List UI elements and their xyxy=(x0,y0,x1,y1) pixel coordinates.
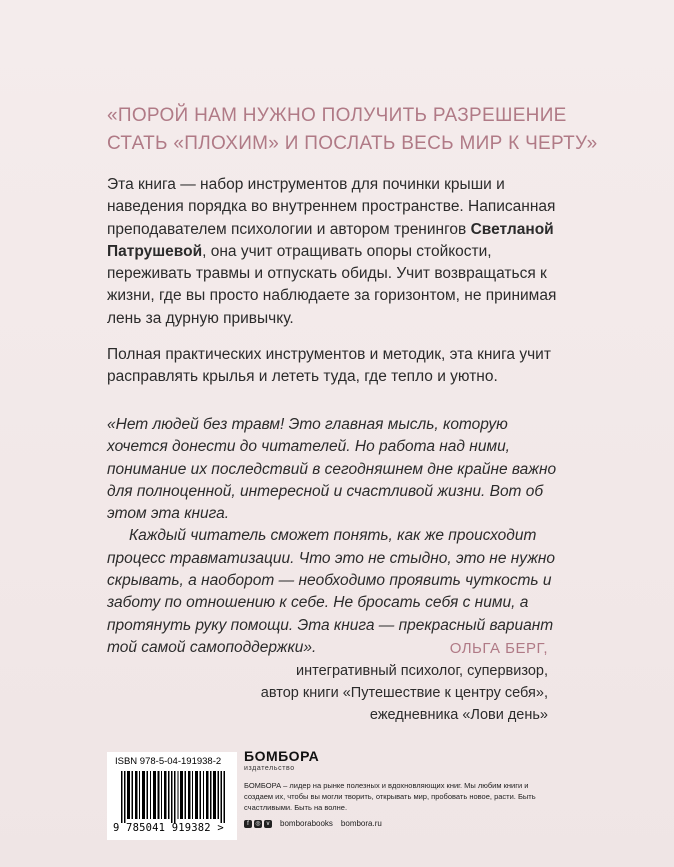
author-name: Светланой Патрушевой xyxy=(107,220,554,260)
isbn-barcode-block xyxy=(107,752,237,840)
testimonial-paragraph-1: «Нет людей без травм! Это главная мысль, которую хочется донести до читателей. Но работа над ними, понимание их последствий в сегодняшнем дне крайне важно для полноценной, интересной и счастливой жизни. Вот об этом эта книга. xyxy=(107,416,557,523)
description-text-b: , она учит отращивать опоры стойкости, переживать травмы и отпускать обиды. Учит возвращаться к жизни, где вы просто наблюдаете за горизонтом, не принимая лень за дурную привычку. xyxy=(107,242,557,327)
description xyxy=(107,174,577,403)
testimonial-paragraph-2: Каждый читатель сможет понять, как же происходит процесс травматизации. Что это не стыдно, это не нужно скрывать, а наоборот — необходимо проявить чуткость и заботу по отношению к себе. Не бросать себя с ними, а протянуть руку помощи. Эта книга — прекрасный вариант той самой самоподдержки». xyxy=(107,527,556,656)
barcode-icon xyxy=(121,771,225,823)
headline-line-2: СТАТЬ «ПЛОХИМ» И ПОСЛАТЬ ВЕСЬ МИР К ЧЕРТУ» xyxy=(107,133,598,154)
testimonial-signature xyxy=(261,638,548,726)
headline-quote xyxy=(107,102,647,158)
description-paragraph-1 xyxy=(107,174,577,330)
publisher-subtitle: издательство xyxy=(244,765,295,772)
reviewer-title-3: ежедневника «Лови день» xyxy=(369,707,548,723)
publisher-links xyxy=(244,819,564,828)
publisher-block xyxy=(244,748,564,828)
social-icon-3: v xyxy=(264,820,272,828)
headline-line-1: «ПОРОЙ НАМ НУЖНО ПОЛУЧИТЬ РАЗРЕШЕНИЕ xyxy=(107,105,567,126)
testimonial xyxy=(107,414,567,659)
barcode-digits: 9 785041 919382 > xyxy=(113,822,224,834)
description-text-a: Эта книга — набор инструментов для починки крыши и наведения порядка во внутреннем пространстве. Написанная преподавателем психологии и автором тренингов xyxy=(107,176,556,238)
reviewer-title-2: автор книги «Путешествие к центру себя», xyxy=(260,685,548,701)
social-icon-2: ◎ xyxy=(255,820,261,827)
publisher-logo: БОМБОРА xyxy=(244,748,320,764)
description-paragraph-2: Полная практических инструментов и методик, эта книга учит расправлять крылья и лететь туда, где тепло и уютно. xyxy=(107,346,551,386)
publisher-description: БОМБОРА – лидер на рынке полезных и вдохновляющих книг. Мы любим книги и создаем их, чтобы вы могли творить, открывать мир, пробовать новое, расти. Быть счастливыми. Быть на волне. xyxy=(244,781,536,812)
reviewer-title-1: интегративный психолог, супервизор, xyxy=(296,663,548,679)
social-handle[interactable]: bomborabooks xyxy=(280,819,333,828)
social-icons xyxy=(244,820,272,828)
publisher-website[interactable]: bombora.ru xyxy=(340,819,382,828)
social-icon-1: f xyxy=(244,820,252,828)
isbn-label: ISBN 978-5-04-191938-2 xyxy=(115,756,222,767)
reviewer-name: ОЛЬГА БЕРГ, xyxy=(449,640,548,657)
